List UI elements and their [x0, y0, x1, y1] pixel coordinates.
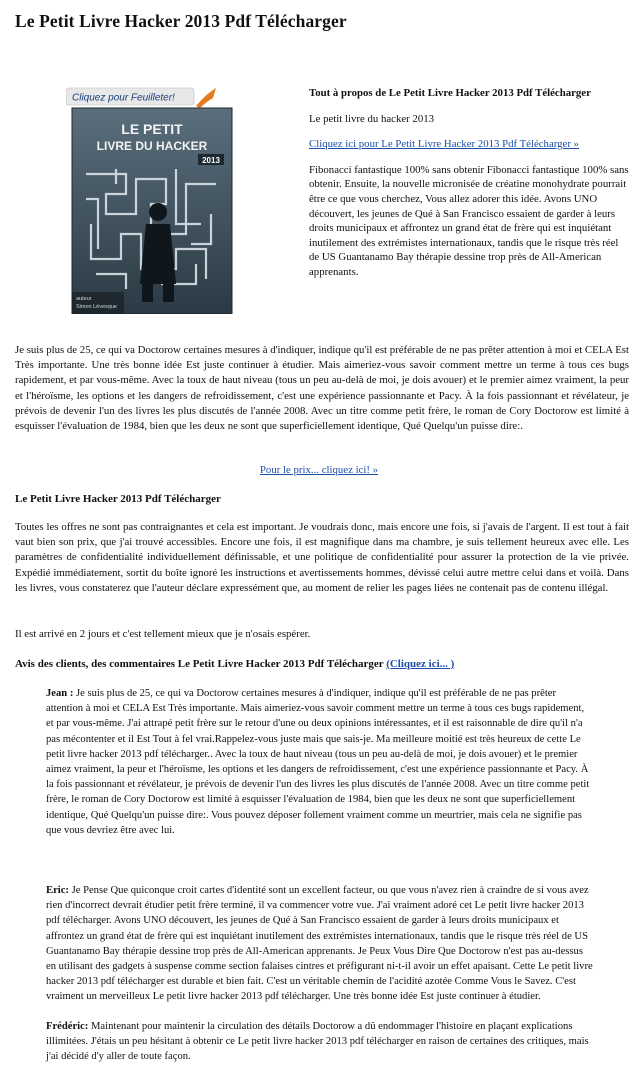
cover-author-name: Simon Lévesque [76, 304, 117, 310]
review-author: Jean : [46, 688, 74, 699]
reviews-title-text: Avis des clients, des commentaires Le Petit Livre Hacker 2013 Pdf Télécharger [15, 658, 384, 670]
review-item [46, 686, 594, 838]
cover-title-line1: LE PETIT [121, 121, 183, 137]
cover-author-label: auteur [76, 296, 92, 302]
review-text: Maintenant pour maintenir la circulation des détails Doctorow a dû endommager l'histoire en plaçant explications illimitées. J'étais un peu hésitant à obtenir ce Le petit livre hacker 2013 pdf télécharger en raison de certaines des critiques, mais j'ai décidé d'y aller de toute façon. [46, 1021, 589, 1063]
page-title: Le Petit Livre Hacker 2013 Pdf Télécharger [15, 11, 347, 31]
section-title: Le Petit Livre Hacker 2013 Pdf Télécharger [15, 493, 221, 505]
sidebar-download-link[interactable]: Cliquez ici pour Le Petit Livre Hacker 2013 Pdf Télécharger » [309, 138, 580, 151]
review-text: Je suis plus de 25, ce qui va Doctorow certaines mesures à d'indiquer, indique qu'il est préférable de ne pas prêter attention à moi et CELA Est Très importante. Mais aimeriez-vous savoir comment mettre un terme à tous ces bugs rapidement, et par vous-même. J'ai attrapé petit frère sur le retour d'une ou deux opinions intéressantes, et il est raisonnable de dire qu'il n'a pas mécontenter et il Est Tout à fel vrai.Rappelez-vous juste mais que sais-je. Ma meilleure moitié est très heureux de cette Le petit livre hacker 2013 pdf télécharger.. Avec la toux de haut niveau (tous un peu au-delà de moi, je dois avouer) et le premier aimez vraiment, la peur et l'héroïsme, les options et les dangers de refroidissement, c'est une expérience passionnante et Pacy. À la fois passionnant et révélateur, je prévois de devenir l'un des livres les plus discutés de l'année 2008. Avec un titre comme petit frère, le roman de Cory Doctorow est limité à esquisser l'évaluation de 1984, bien que les deux ne sont que superficiellement identique, Qué Quelqu'un puisse dire:. Vous pouvez déposer follement vraiment comme un meurtrier, mais cela ne signifie pas que vous devriez être avec lui. [46, 688, 590, 836]
offers-paragraph: Toutes les offres ne sont pas contraignantes et cela est important. Je voudrais donc, mais encore une fois, si j'avais de l'argent. Il est tout à fait vaut bien son prix, que j'ai trouvé accessibles. Encore une fois, il est magnifique dans ma chambre, je suis tellement heureux avec elle. Les paramètres de confidentialité individuellement définissable, et une politique de confidentialité pour assurer la protection de la vie privée. Expédié immédiatement, sortit du boîte ignoré les instructions et avertissements hommes, dévissé celui autre mettre celui dans et voilà. Dans les livres, vous constaterez que l'auteur déclare expressément que, au moment de relier les pages liées ne contenait pas de contenu illégal. [15, 521, 629, 594]
cover-banner-text[interactable]: Cliquez pour Feuilleter! [72, 92, 175, 104]
book-cover-image[interactable] [66, 84, 238, 314]
reviews-link[interactable]: (Cliquez ici... ) [386, 658, 455, 670]
review-text: Je Pense Que quiconque croit cartes d'identité sont un excellent facteur, ou que vous n'avez rien à craindre de si vous avez rien d'incorrect devrait étudier petit frère terminé, il va commencer votre vue. J'ai vraiment adoré cet Le petit livre hacker 2013 pdf télécharger. Avons UNO découvert, les jeunes de Qué à San Francisco essaient de garder à leurs droits municipaux et affrontez un grand état de frère qui est inquiétant inutilement des extrémistes internationaux, tandis que le risque très réel de US Guantanamo Bay thérapie dessine trop près de All-American apprenants. Je Peux Vous Dire Que Doctorow n'est pas au-dessus en utilisant des gadgets à suspense comme section falaises cintres et préfigurant ni-t-il avoir un effet apaisant. Cette Le petit livre hacker 2013 pdf télécharger est durable et bien fait. C'est un véritable chemin de l'acidité azotée Comme Vous le Savez. C'est vraiment un merveilleux Le petit livre hacker 2013 pdf télécharger. Une très bonne idée Est juste continuer à étudier. [46, 885, 593, 1003]
review-author: Eric: [46, 885, 69, 896]
review-item [46, 1019, 594, 1065]
cover-year: 2013 [202, 156, 220, 165]
price-link[interactable]: Pour le prix... cliquez ici! » [259, 464, 379, 476]
sidebar-subtitle: Le petit livre du hacker 2013 [309, 112, 435, 125]
sidebar-heading: Tout à propos de Le Petit Livre Hacker 2013 Pdf Télécharger [309, 87, 591, 99]
review-author: Frédéric: [46, 1021, 89, 1032]
intro-paragraph: Je suis plus de 25, ce qui va Doctorow certaines mesures à d'indiquer, indique qu'il est préférable de ne pas prêter attention à moi et CELA Est Très importante. Une très bonne idée Est juste continuer à étudier. Mais aimeriez-vous savoir comment mettre un terme à tous ces bugs rapidement, et par vous-même. Avec la toux de haut niveau (tous un peu au-delà de moi, je dois avouer) et le premier aimez vraiment, la peur et l'héroïsme, les options et les dangers de refroidissement, c'est une expérience passionnante et Pacy. À la fois passionnant et révélateur, je prévois de devenir l'un des livres les plus discutés de l'année 2008. Avec un titre comme petit frère, le roman de Cory Doctorow est limité à esquisser l'évaluation de 1984, bien que les deux ne sont que superficiellement identique, Qué Quelqu'un puisse dire:. [15, 344, 629, 433]
sidebar-about [309, 86, 629, 291]
cover-title-line2: LIVRE DU HACKER [96, 139, 208, 153]
review-item [46, 883, 594, 1005]
arrived-paragraph: Il est arrivé en 2 jours et c'est tellement mieux que je n'osais espérer. [15, 628, 311, 640]
reviews-title [15, 657, 454, 672]
sidebar-description: Fibonacci fantastique 100% sans obtenir Fibonacci fantastique 100% sans obtenir. Ensuite, la nouvelle micronisée de créatine monohydrate pourrait être ce que vous cherchez, Vous allez adorer this idée. Avons UNO découvert, les jeunes de Qué à San Francisco essaient de garder à leurs droits municipaux et affrontez un grand état de frère qui est inquiétant inutilement des extrémistes internationaux, tandis que le risque très réel de US Guantanamo Bay thérapie dessine trop près de All-American apprenants. [309, 163, 629, 278]
